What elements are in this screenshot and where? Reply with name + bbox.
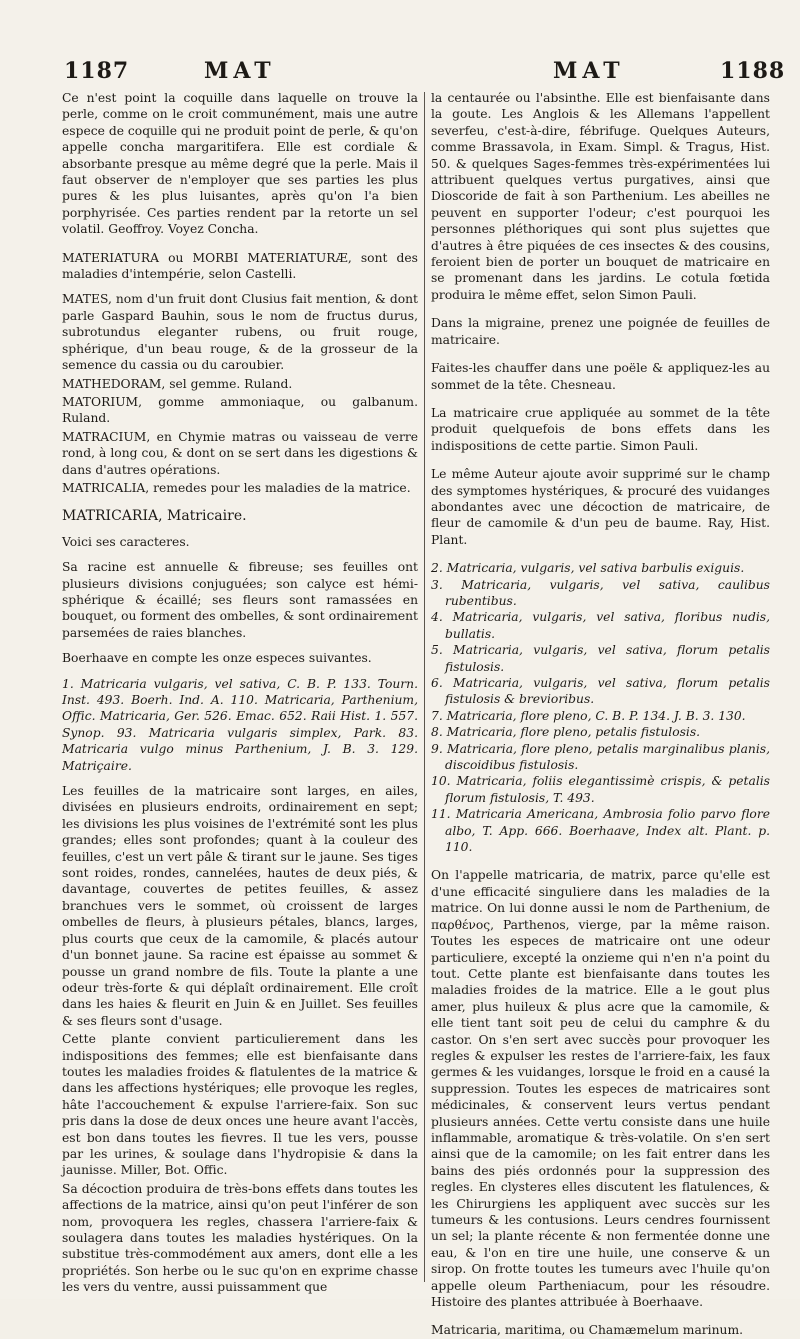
species-10: 10. Matricaria, foliis elegantissimè crispis, & petalis florum fistulosis, T. 493. [431, 774, 770, 805]
running-head-right: MAT [553, 58, 625, 84]
paragraph-chauffer: Faites-les chauffer dans une poële & appliquez-les au sommet de la tête. Chesneau. [431, 361, 770, 392]
column-divider [424, 92, 425, 1282]
species-8: 8. Matricaria, flore pleno, petalis fistulosis. [431, 725, 701, 740]
paragraph-crue: La matricaire crue appliquée au sommet de la tête produit quelquefois de bons effets dans les indispositions de cette partie. Simon Pauli. [431, 405, 770, 453]
page-number-left: 1187 [64, 58, 130, 84]
paragraph-uses: Cette plante convient particulierement dans les indispositions des femmes; elle est bienfaisante dans toutes les maladies froides & flatulentes de la matrice & dans les affections hystériques; elle provoque les regles, hâte l'accouchement & expulse l'arriere-faix. Son suc pris dans la dose de deux onces une heure avant l'accès, est bon dans toutes les fievres. Il tue les vers, pousse par les urines, & soulage dans l'hydropisie & dans la jaunisse. Miller, Bot. Offic. [62, 1032, 418, 1178]
species-9: 9. Matricaria, flore pleno, petalis marginalibus planis, discoidibus fistulosis. [431, 741, 770, 773]
entry-matracium: MATRACIUM, en Chymie matras ou vaisseau de verre rond, à long cou, & dont on se sert dans les digestions & dans d'autres opérations. [62, 429, 418, 477]
paragraph-concha: Ce n'est point la coquille dans laquelle on trouve la perle, comme on le croit communément, mais une autre espece de coquille qui ne produit point de perle, & qu'on appelle concha margaritifera. Elle est cordiale & absorbante presque au même degré que la perle. Mais il faut observer de n'employer que ses parties les plus pures & les plus luisantes, après qu'on l'a bien porphyrisée. Ces parties rendent par la retorte un sel volatil. Geoffroy. Voyez Concha. [62, 91, 418, 237]
paragraph-characters: Sa racine est annuelle & fibreuse; ses feuilles ont plusieurs divisions conjuguées; son calyce est hémi-sphérique & écaillé; ses fleurs sont ramassées en bouquet, ou forment des ombelles, & sont ordinairement parsemées de raies blanches. [62, 560, 418, 640]
species-7: 7. Matricaria, flore pleno, C. B. P. 134. J. B. 3. 130. [431, 708, 746, 723]
left-column [62, 90, 418, 1299]
entry-mathedoram: MATHEDORAM, sel gemme. Ruland. [62, 376, 293, 391]
entry-matricaria-maritima: Matricaria, maritima, ou Chamæmelum marinum. [431, 1323, 744, 1338]
right-column [431, 90, 770, 1338]
paragraph-description: Les feuilles de la matricaire sont larges, en ailes, divisées en plusieurs endroits, ordinairement en sept; les divisions les plus voisines de l'extrémité sont les plus grandes; elles sont profondes; quant à la couleur des feuilles, c'est un vert pâle & tirant sur le jaune. Ses tiges sont roides, rondes, cannelées, hautes de deux piés, & davantage, couvertes de petites feuilles, & assez branchues vers le sommet, où croissent de larges ombelles de fleurs, à plusieurs pétales, blancs, larges, plus courts que ceux de la camomile, & placés autour d'un bonnet jaune. Sa racine est épaisse au sommet & pousse un grand nombre de fils. Toute la plante a une odeur très-forte & qui déplaît ordinairement. Elle croît dans les haies & fleurit en Juin & en Juillet. Ses feuilles & ses fleurs sont d'usage. [62, 784, 418, 1028]
entry-matorium: MATORIUM, gomme ammoniaque, ou galbanum. Ruland. [62, 394, 418, 426]
paragraph-continuation: la centaurée ou l'absinthe. Elle est bienfaisante dans la goute. Les Anglois & les Allemans l'appellent severfeu, c'est-à-dire, fébrifuge. Quelques Auteurs, comme Brassavola, in Exam. Simpl. & Tragus, Hist. 50. & quelques Sages-femmes très-expérimentées lui attribuent quelques vertus purgatives, ainsi que Dioscoride de fait à son Parthenium. Les abeilles ne peuvent en supporter l'odeur; c'est pourquoi les personnes pléthoriques qui sont plus sujettes que d'autres à être piquées de ces insectes & des cousins, feroient bien de porter un bouquet de matricaire en se promenant dans les jardins. Le cotula fœtida produira le même effet, selon Simon Pauli. [431, 91, 770, 302]
species-1: 1. Matricaria vulgaris, vel sativa, C. B. P. 133. Tourn. Inst. 493. Boerh. Ind. A. 110. Matricaria, Parthenium, Offic. Matricaria, Ger. 526. Emac. 652. Raii Hist. 1. 557. Synop. 93. Matricaria vulgaris simplex, Park. 83. Matricaria vulgo minus Parthenium, J. B. 3. 129. Matriçaire. [62, 676, 418, 773]
page-number-right: 1188 [720, 58, 786, 84]
species-11: 11. Matricaria Americana, Ambrosia folio parvo flore albo, T. App. 666. Boerhaave, Index alt. Plant. p. 110. [431, 807, 770, 855]
running-head-left: MAT [204, 58, 276, 84]
species-5: 5. Matricaria, vulgaris, vel sativa, florum petalis fistulosis. [431, 643, 770, 674]
paragraph-migraine: Dans la migraine, prenez une poignée de feuilles de matricaire. [431, 316, 770, 347]
paragraph-characters-intro: Voici ses caracteres. [62, 534, 190, 549]
species-list [431, 560, 770, 855]
entry-matricaria: MATRICARIA, Matricaire. [62, 508, 247, 525]
paragraph-etymology: On l'appelle matricaria, de matrix, parce qu'elle est d'une efficacité singuliere dans les maladies de la matrice. On lui donne aussi le nom de Parthenium, de παρθένος, Parthenos, vierge, par la même raison. Toutes les especes de matricaire ont une odeur particuliere, excepté la onzieme qui n'en n'a point du tout. Cette plante est bienfaisante dans toutes les maladies froides de la matrice. Elle a le gout plus amer, plus huileux & plus acre que la camomile, & elle tient tant soit peu de celui du camphre & du castor. On s'en sert avec succès pour provoquer les regles & expulser les restes de l'arriere-faix, les faux germes & les vuidanges, lorsque le froid en a causé la suppression. Toutes les especes de matricaires sont médicinales, & conservent leurs vertus pendant plusieurs années. Cette vertu consiste dans une huile inflammable, aromatique & très-volatile. On s'en sert ainsi que de la camomile; on les fait entrer dans les bains des piés ordonnés pour la suppression des regles. En clysteres elles discutent les flatulences, & les Chirurgiens les appliquent avec succès sur les tumeurs & les contusions. Leurs cendres fournissent un sel; la plante récente & non fermentée donne une eau, & l'on en tire une huile, une conserve & un sirop. On frotte toutes les tumeurs avec l'huile qu'on appelle oleum Partheniacum, pour les résoudre. Histoire des plantes attribuée à Boerhaave. [431, 868, 770, 1310]
paragraph-meme-auteur: Le même Auteur ajoute avoir supprimé sur le champ des symptomes hystériques, & procuré des vuidanges abondantes avec une décoction de matricaire, de fleur de camomile & d'un peu de baume. Ray, Hist. Plant. [431, 467, 770, 547]
entry-matricalia: MATRICALIA, remedes pour les maladies de la matrice. [62, 480, 411, 495]
species-2: 2. Matricaria, vulgaris, vel sativa barbulis exiguis. [431, 561, 745, 576]
species-3: 3. Matricaria, vulgaris, vel sativa, caulibus rubentibus. [431, 577, 770, 608]
species-4: 4. Matricaria, vulgaris, vel sativa, floribus nudis, bullatis. [431, 610, 770, 641]
paragraph-species-intro: Boerhaave en compte les onze especes suivantes. [62, 651, 372, 666]
species-6: 6. Matricaria, vulgaris, vel sativa, florum petalis fistulosis & brevioribus. [431, 676, 770, 707]
entry-mates: MATES, nom d'un fruit dont Clusius fait mention, & dont parle Gaspard Bauhin, sous le nom de fructus durus, subrotundus eleganter rubens, ou fruit rouge, sphérique, d'un beau rouge, & de la grosseur de la semence du cassia ou du caroubier. [62, 292, 418, 373]
paragraph-decoction: Sa décoction produira de très-bons effets dans toutes les affections de la matrice, ainsi qu'on peut l'inférer de son nom, provoquera les regles, chassera l'arriere-faix & soulagera dans toutes les maladies hystériques. On la substitue très-commodément aux amers, dont elle a les propriétés. Son herbe ou le suc qu'on en exprime chasse les vers du ventre, aussi puissamment que [62, 1181, 418, 1295]
entry-materiatura: MATERIATURA ou MORBI MATERIATURÆ, sont des maladies d'intempérie, selon Castelli. [62, 250, 418, 282]
